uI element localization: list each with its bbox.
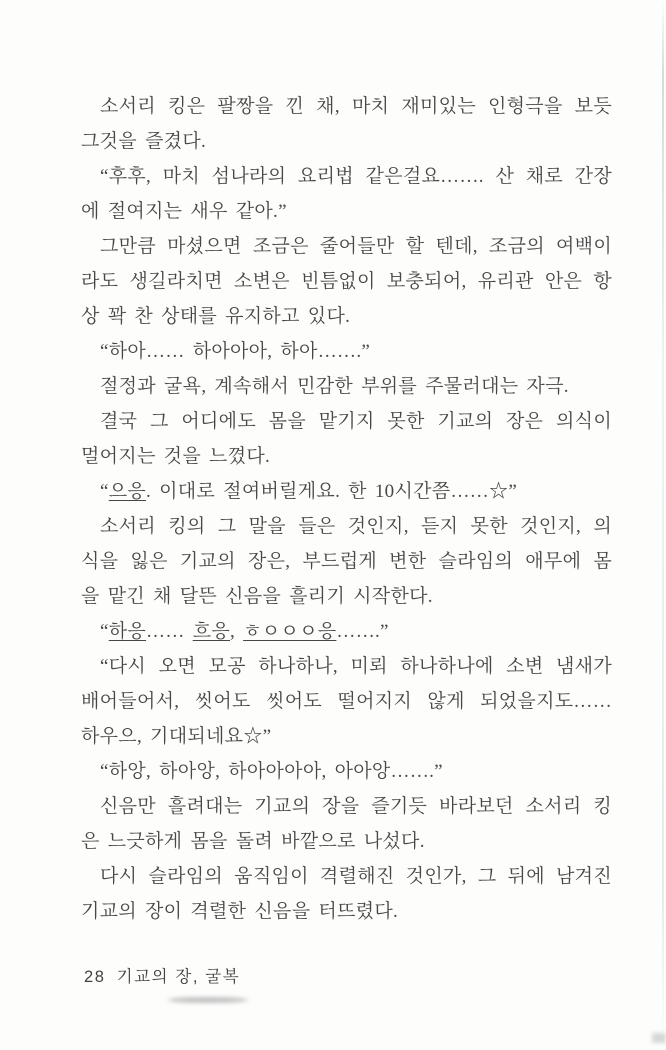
underlined-text: 흐응 [192, 621, 231, 642]
text-run: 에 절여지는 새우 같아.” [81, 201, 287, 222]
text-run: 상 꽉 찬 상태를 유지하고 있다. [81, 306, 351, 327]
text-line [81, 229, 612, 264]
text-line [81, 194, 612, 229]
text-run: 을 맡긴 채 달뜬 신음을 흘리기 시작한다. [81, 586, 433, 607]
text-run: 그만큼 마셨으면 조금은 줄어들만 할 텐데, 조금의 여백이 [100, 236, 612, 257]
text-line [81, 894, 612, 929]
text-run: 배어들어서, 씻어도 씻어도 떨어지지 않게 되었을지도…… [81, 691, 612, 712]
text-line [81, 649, 612, 684]
underlined-text: ㅎㅇㅇㅇ응 [243, 621, 337, 642]
text-run: 식을 잃은 기교의 장은, 부드럽게 변한 슬라임의 애무에 몸 [81, 551, 612, 572]
text-line [81, 404, 612, 439]
text-run: 결국 그 어디에도 몸을 맡기지 못한 기교의 장은 의식이 [100, 411, 612, 432]
text-run: 은 느긋하게 몸을 돌려 바깥으로 나섰다. [81, 831, 425, 852]
text-run: 소서리 킹은 팔짱을 낀 채, 마치 재미있는 인형극을 보듯 [100, 96, 612, 117]
text-line [81, 789, 612, 824]
page-footer [84, 965, 240, 989]
page-number: 28 [84, 968, 106, 986]
text-run: “다시 오면 모공 하나하나, 미뢰 하나하나에 소변 냄새가 [100, 656, 612, 677]
text-line [81, 754, 612, 789]
text-line [81, 299, 612, 334]
text-line [81, 614, 612, 649]
text-line [81, 159, 612, 194]
text-run: 다시 슬라임의 움직임이 격렬해진 것인가, 그 뒤에 남겨진 [100, 866, 612, 887]
text-line [81, 684, 612, 719]
text-run: 신음만 흘려대는 기교의 장을 즐기듯 바라보던 소서리 킹 [100, 796, 612, 817]
text-line [81, 579, 612, 614]
text-run: 하우으, 기대되네요☆” [81, 726, 272, 747]
running-title: 기교의 장, 굴복 [116, 968, 241, 986]
text-run: 그것을 즐겼다. [81, 131, 207, 152]
text-line [81, 719, 612, 754]
scan-edge-artifact [662, 0, 664, 1050]
text-run: . 이대로 절여버릴게요. 한 10시간쯤……☆” [146, 481, 518, 502]
text-run: 기교의 장이 격렬한 신음을 터뜨렸다. [81, 901, 399, 922]
text-line [81, 509, 612, 544]
text-run: “ [100, 481, 109, 502]
underlined-text: 으응 [108, 481, 147, 502]
underlined-text: 하응 [108, 621, 147, 642]
text-line [81, 439, 612, 474]
text-line [81, 334, 612, 369]
text-run: …….” [336, 621, 389, 642]
text-line [81, 124, 612, 159]
text-line [81, 859, 612, 894]
text-run: …… [146, 621, 193, 642]
text-run: “하아…… 하아아아, 하아…….” [100, 341, 371, 362]
text-run: , [230, 621, 244, 642]
text-line [81, 824, 612, 859]
text-block [81, 89, 612, 929]
text-run: “후후, 마치 섬나라의 요리법 같은걸요……. 산 채로 간장 [100, 166, 612, 187]
text-line [81, 544, 612, 579]
text-line [81, 264, 612, 299]
text-run: “ [100, 621, 109, 642]
text-run: 절정과 굴욕, 계속해서 민감한 부위를 주물러대는 자극. [100, 376, 569, 397]
text-line [81, 89, 612, 124]
scan-smudge-artifact [168, 997, 248, 1003]
text-line [81, 474, 612, 509]
text-run: 라도 생길라치면 소변은 빈틈없이 보충되어, 유리관 안은 항 [81, 271, 612, 292]
text-run: 소서리 킹의 그 말을 들은 것인지, 듣지 못한 것인지, 의 [100, 516, 612, 537]
text-run: 멀어지는 것을 느꼈다. [81, 446, 271, 467]
text-run: “하앙, 하아앙, 하아아아아, 아아앙…….” [100, 761, 443, 782]
scan-corner-artifact [652, 1033, 666, 1043]
text-line [81, 369, 612, 404]
